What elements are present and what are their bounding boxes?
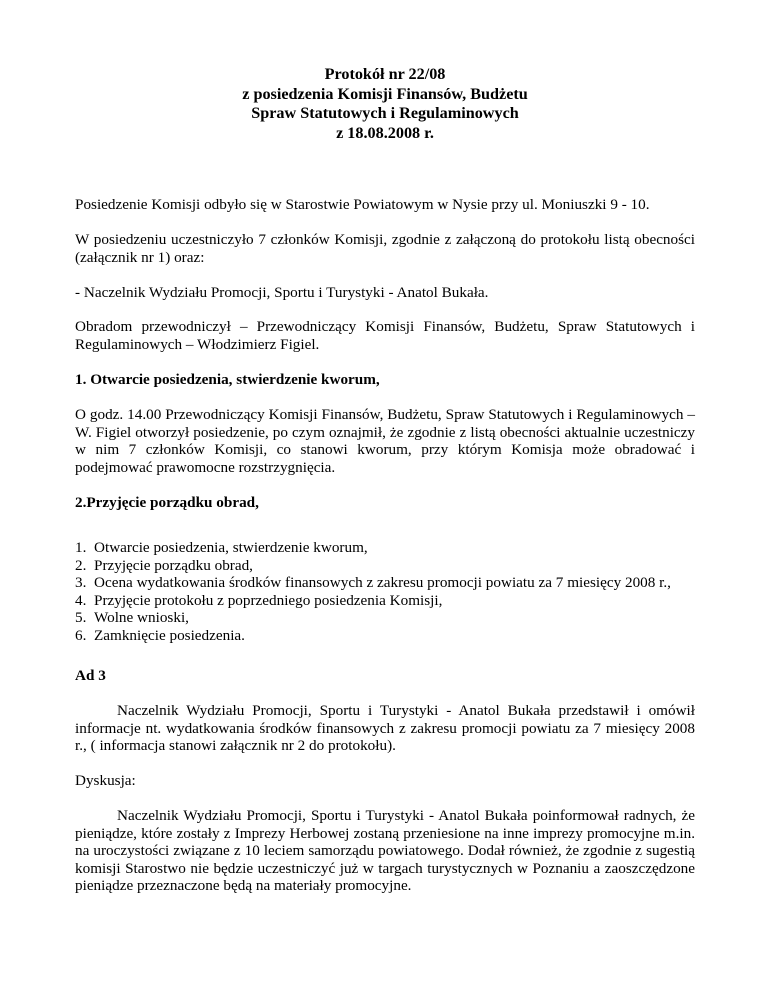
agenda-item — [75, 627, 695, 645]
document-title — [75, 65, 695, 143]
agenda-item — [75, 574, 695, 592]
agenda-item-number: 3. — [75, 574, 87, 592]
agenda-item-number: 6. — [75, 626, 87, 644]
agenda-item-number: 2. — [75, 556, 87, 574]
section-1-heading: 1. Otwarcie posiedzenia, stwierdzenie kworum, — [75, 371, 380, 388]
agenda-item-text: Przyjęcie porządku obrad, — [94, 556, 253, 574]
discussion-label: Dyskusja: — [75, 772, 136, 789]
section-3-heading: Ad 3 — [75, 667, 106, 684]
section-3-body: Naczelnik Wydziału Promocji, Sportu i Turystyki - Anatol Bukała przedstawił i omówił informacje nt. wydatkowania środków finansowych z zakresu promocji powiatu za 7 miesięcy 2008 r., ( informacja stanowi załącznik nr 2 do protokołu). — [75, 702, 695, 754]
agenda-item-number: 4. — [75, 591, 87, 609]
agenda-item-text: Przyjęcie protokołu z poprzedniego posiedzenia Komisji, — [94, 591, 443, 609]
meeting-location-paragraph: Posiedzenie Komisji odbyło się w Starostwie Powiatowym w Nysie przy ul. Moniuszki 9 - 10. — [75, 196, 650, 213]
agenda-item — [75, 609, 695, 627]
agenda-item — [75, 592, 695, 610]
guest-paragraph: - Naczelnik Wydziału Promocji, Sportu i Turystyki - Anatol Bukała. — [75, 284, 489, 301]
title-line-4: z 18.08.2008 r. — [336, 123, 434, 142]
section-1-body: O godz. 14.00 Przewodniczący Komisji Finansów, Budżetu, Spraw Statutowych i Regulaminowych – W. Figiel otworzył posiedzenie, po czym oznajmił, że zgodnie z listą obecności aktualnie uczestniczy w nim 7 członków Komisji, co stanowi kworum, przy którym Komisja może obradować i podejmować prawomocne rozstrzygnięcia. — [75, 406, 695, 476]
agenda-list — [75, 539, 695, 645]
agenda-item — [75, 539, 695, 557]
attendance-paragraph: W posiedzeniu uczestniczyło 7 członków Komisji, zgodnie z załączoną do protokołu listą obecności (załącznik nr 1) oraz: — [75, 231, 695, 266]
agenda-item — [75, 557, 695, 575]
agenda-item-text: Wolne wnioski, — [94, 609, 189, 627]
agenda-item-text: Otwarcie posiedzenia, stwierdzenie kworum, — [94, 539, 368, 556]
title-line-1: Protokół nr 22/08 — [324, 65, 446, 83]
agenda-item-text: Ocena wydatkowania środków finansowych z zakresu promocji powiatu za 7 miesięcy 2008 r., — [94, 574, 671, 592]
section-2-heading: 2.Przyjęcie porządku obrad, — [75, 494, 259, 511]
agenda-item-text: Zamknięcie posiedzenia. — [94, 626, 245, 644]
agenda-item-number: 5. — [75, 609, 87, 627]
chairman-paragraph: Obradom przewodniczył – Przewodniczący Komisji Finansów, Budżetu, Spraw Statutowych i Regulaminowych – Włodzimierz Figiel. — [75, 318, 695, 353]
discussion-body: Naczelnik Wydziału Promocji, Sportu i Turystyki - Anatol Bukała poinformował radnych, że pieniądze, które zostały z Imprezy Herbowej zostaną przeniesione na inne imprezy promocyjne m.in. na uroczystości związane z 10 leciem samorządu powiatowego. Dodał również, że zgodnie z sugestią komisji Starostwo nie będzie uczestniczyć już w targach turystycznych w Poznaniu a zaoszczędzone pieniądze przeznaczone będą na materiały promocyjne. — [75, 807, 695, 894]
agenda-item-number: 1. — [75, 539, 87, 556]
title-line-3: Spraw Statutowych i Regulaminowych — [251, 104, 519, 122]
title-line-2: z posiedzenia Komisji Finansów, Budżetu — [242, 84, 528, 103]
